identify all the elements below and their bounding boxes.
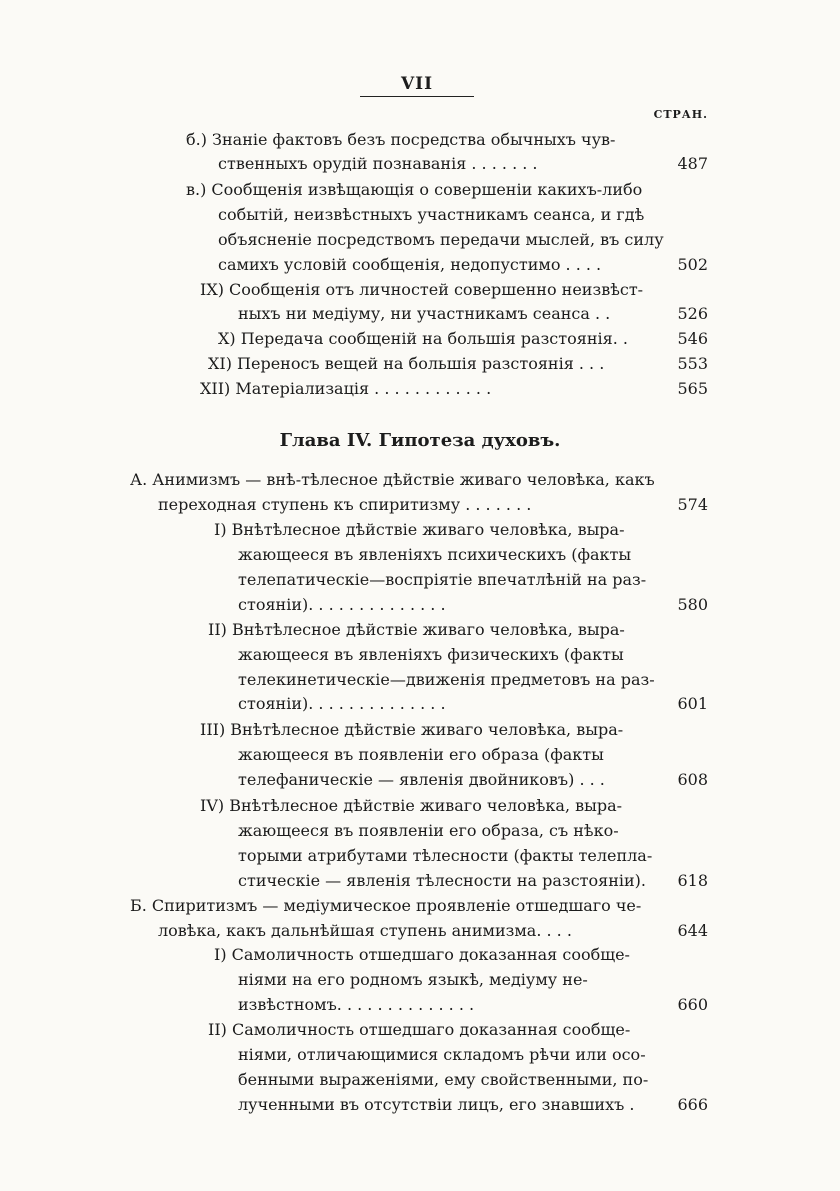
toc-page-number: 553 [677, 354, 708, 373]
toc-entry-line: извѣстномъ. . . . . . . . . . . . . . [238, 995, 475, 1014]
page-column-label: СТРАН. [653, 108, 708, 121]
toc-entry-line: XI) Переносъ вещей на большія разстоянія . . . [208, 354, 605, 373]
toc-entry-line: объясненіе посредствомъ передачи мыслей, въ силу [218, 230, 664, 249]
page-number: VII [400, 74, 434, 94]
toc-page-number: 644 [677, 921, 708, 940]
toc-page-number: 580 [677, 595, 708, 614]
toc-entry-line: событій, неизвѣстныхъ участникамъ сеанса, и гдѣ [218, 205, 645, 224]
page-number-rule [360, 96, 474, 97]
toc-page-number: 660 [677, 995, 708, 1014]
toc-entry-line: стояніи). . . . . . . . . . . . . . [238, 595, 446, 614]
toc-entry-line: ныхъ ни медіуму, ни участникамъ сеанса . . [238, 304, 611, 323]
toc-entry-line: лученными въ отсутствіи лицъ, его знавшихъ . [238, 1095, 635, 1114]
toc-entry-line: жающееся въ появленіи его образа (факты [238, 745, 604, 764]
toc-page-number: 574 [677, 495, 708, 514]
toc-page-number: 608 [677, 770, 708, 789]
toc-entry-line: ственныхъ орудій познаванія . . . . . . . [218, 154, 538, 173]
toc-entry-line: X) Передача сообщеній на большія разстоянія. . [218, 329, 628, 348]
toc-entry-line: жающееся въ явленіяхъ физическихъ (факты [238, 645, 624, 664]
toc-entry-line: I) Внѣтѣлесное дѣйствіе живаго человѣка, выра- [214, 520, 625, 539]
toc-entry-line: телекинетическіе—движенія предметовъ на раз- [238, 670, 655, 689]
toc-entry-line: ніями, отличающимися складомъ рѣчи или осо- [238, 1045, 646, 1064]
chapter-title: Глава IV. Гипотеза духовъ. [279, 430, 561, 451]
toc-entry-line: А. Анимизмъ — внѣ-тѣлесное дѣйствіе живаго человѣка, какъ [130, 470, 655, 489]
toc-entry-line: переходная ступень къ спиритизму . . . . . . . [158, 495, 532, 514]
toc-entry-line: II) Самоличность отшедшаго доказанная сообще- [208, 1020, 631, 1039]
toc-page-number: 526 [677, 304, 708, 323]
toc-entry-line: жающееся въ явленіяхъ психическихъ (факты [238, 545, 632, 564]
toc-page-number: 502 [677, 255, 708, 274]
toc-page-number: 487 [677, 154, 708, 173]
toc-entry-line: стическіе — явленія тѣлесности на разстояніи). [238, 871, 646, 890]
toc-page-number: 618 [677, 871, 708, 890]
toc-entry-line: торыми атрибутами тѣлесности (факты телепла- [238, 846, 653, 865]
toc-entry-line: в.) Сообщенія извѣщающія о совершеніи какихъ-либо [186, 180, 643, 199]
toc-page-number: 601 [677, 694, 708, 713]
toc-entry-line: б.) Знаніе фактовъ безъ посредства обычныхъ чув- [186, 130, 616, 149]
toc-entry-line: стояніи). . . . . . . . . . . . . . [238, 694, 446, 713]
toc-page-number: 546 [677, 329, 708, 348]
toc-entry-line: II) Внѣтѣлесное дѣйствіе живаго человѣка, выра- [208, 620, 625, 639]
toc-page-number: 666 [677, 1095, 708, 1114]
toc-entry-line: самихъ условій сообщенія, недопустимо . . . . [218, 255, 602, 274]
toc-entry-line: телефаническіе — явленія двойниковъ) . . . [238, 770, 605, 789]
toc-entry-line: IV) Внѣтѣлесное дѣйствіе живаго человѣка, выра- [200, 796, 623, 815]
toc-entry-line: III) Внѣтѣлесное дѣйствіе живаго человѣка, выра- [200, 720, 624, 739]
toc-entry-line: телепатическіе—воспріятіе впечатлѣній на раз- [238, 570, 647, 589]
toc-entry-line: I) Самоличность отшедшаго доказанная сообще- [214, 945, 630, 964]
toc-entry-line: XII) Матеріализація . . . . . . . . . . . . [200, 379, 492, 398]
toc-entry-line: Б. Спиритизмъ — медіумическое проявленіе отшедшаго че- [130, 896, 642, 915]
toc-entry-line: ніями на его родномъ языкѣ, медіуму не- [238, 970, 588, 989]
toc-entry-line: жающееся въ появленіи его образа, съ нѣко- [238, 821, 619, 840]
toc-entry-line: IX) Сообщенія отъ личностей совершенно неизвѣст- [200, 280, 644, 299]
toc-entry-line: бенными выраженіями, ему свойственными, по- [238, 1070, 649, 1089]
toc-entry-line: ловѣка, какъ дальнѣйшая ступень анимизма. . . . [158, 921, 572, 940]
toc-page-number: 565 [677, 379, 708, 398]
